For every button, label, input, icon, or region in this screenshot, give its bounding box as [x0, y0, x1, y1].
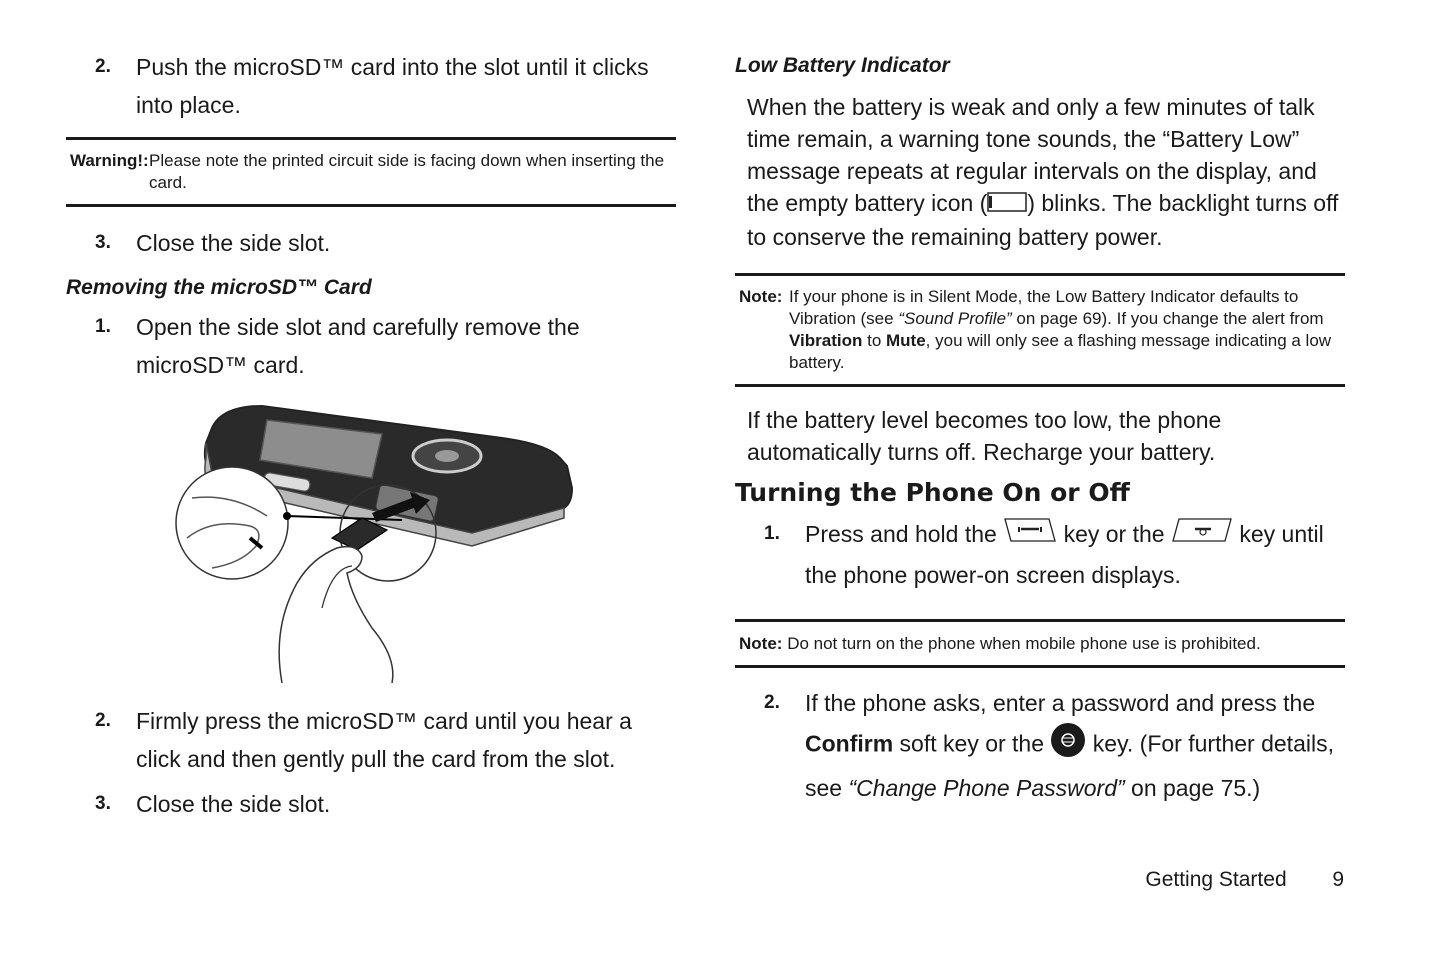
step-number: 2. — [95, 56, 111, 77]
remove-step-1 — [66, 308, 676, 384]
step-number: 1. — [764, 522, 780, 544]
page-footer — [1145, 868, 1344, 892]
turning-phone-on-off-heading: Turning the Phone On or Off — [735, 477, 1130, 507]
warning-text: Please note the printed circuit side is facing down when inserting the card. — [149, 151, 665, 192]
mute-term: Mute — [886, 330, 926, 350]
send-key-icon — [1003, 515, 1057, 556]
note-text-b: on page 69). If you change the alert from — [1011, 308, 1324, 328]
step-text-c: key until the phone power-on screen displays. — [805, 520, 1324, 589]
low-battery-text-b: ) blinks. The backlight turns off to conserve the remaining battery power. — [747, 190, 1339, 250]
center-select-key-icon — [1050, 722, 1086, 769]
remove-step-2 — [66, 702, 676, 778]
step-number: 3. — [95, 793, 111, 814]
page-number: 9 — [1332, 868, 1344, 891]
note-text-a: If your phone is in Silent Mode, the Low Battery Indicator defaults to Vibration (see — [789, 286, 1299, 328]
step-text: Open the side slot and carefully remove the microSD™ card. — [136, 314, 580, 378]
right-column — [735, 48, 1345, 807]
step-text: Firmly press the microSD™ card until you hear a click and then gently pull the card from the slot. — [136, 708, 632, 772]
warning-label: Warning!: — [70, 151, 149, 170]
step-number: 2. — [95, 710, 111, 731]
silent-mode-note — [735, 273, 1345, 387]
step-text: Close the side slot. — [136, 791, 331, 817]
note-text-d: , you will only see a flashing message indicating a low battery. — [789, 330, 1332, 372]
insert-step-3 — [66, 224, 676, 262]
low-battery-paragraph — [735, 91, 1345, 253]
low-battery-heading: Low Battery Indicator — [735, 54, 950, 77]
phone-microsd-illustration — [172, 398, 582, 683]
note-label: Note: — [739, 634, 783, 654]
note-label: Note: — [739, 286, 783, 306]
change-password-reference: “Change Phone Password” — [848, 775, 1125, 802]
step-number: 1. — [95, 316, 111, 337]
power-on-step-2 — [735, 684, 1345, 807]
step-text-b: key or the — [1057, 520, 1171, 547]
insert-step-2 — [66, 48, 676, 124]
step-number: 2. — [764, 692, 780, 714]
note-text: Do not turn on the phone when mobile phone use is prohibited. — [787, 634, 1261, 654]
removing-card-heading: Removing the microSD™ Card — [66, 276, 372, 299]
sound-profile-reference: “Sound Profile” — [898, 308, 1012, 328]
end-power-key-icon — [1171, 515, 1233, 556]
step-text-a: If the phone asks, enter a password and press the — [805, 690, 1316, 717]
note-text-c: to — [862, 330, 886, 350]
step-text: Push the microSD™ card into the slot until it clicks into place. — [136, 54, 649, 118]
step-text-b: soft key or the — [893, 730, 1051, 757]
phone-illustration-svg — [172, 398, 582, 683]
battery-too-low-paragraph: If the battery level becomes too low, the phone automatically turns off. Recharge your battery. — [747, 406, 1222, 465]
footer-section-title: Getting Started — [1145, 868, 1287, 891]
step-text: Close the side slot. — [136, 230, 331, 256]
step-text-d: on page 75.) — [1124, 775, 1261, 802]
power-on-step-1 — [735, 515, 1345, 594]
remove-step-3 — [66, 785, 676, 823]
step-text-a: Press and hold the — [805, 520, 1004, 547]
vibration-term: Vibration — [789, 330, 863, 350]
empty-battery-icon — [987, 189, 1027, 221]
left-column — [66, 48, 676, 823]
confirm-term: Confirm — [805, 730, 894, 757]
prohibited-use-note — [735, 619, 1345, 668]
warning-box — [66, 137, 676, 207]
step-text-c: key. (For further details, see — [805, 730, 1334, 802]
low-battery-text-a: When the battery is weak and only a few minutes of talk time remain, a warning tone sounds, the “Battery Low” message repeats at regular intervals on the display, and the empty battery icon ( — [747, 94, 1317, 216]
step-number: 3. — [95, 232, 111, 253]
